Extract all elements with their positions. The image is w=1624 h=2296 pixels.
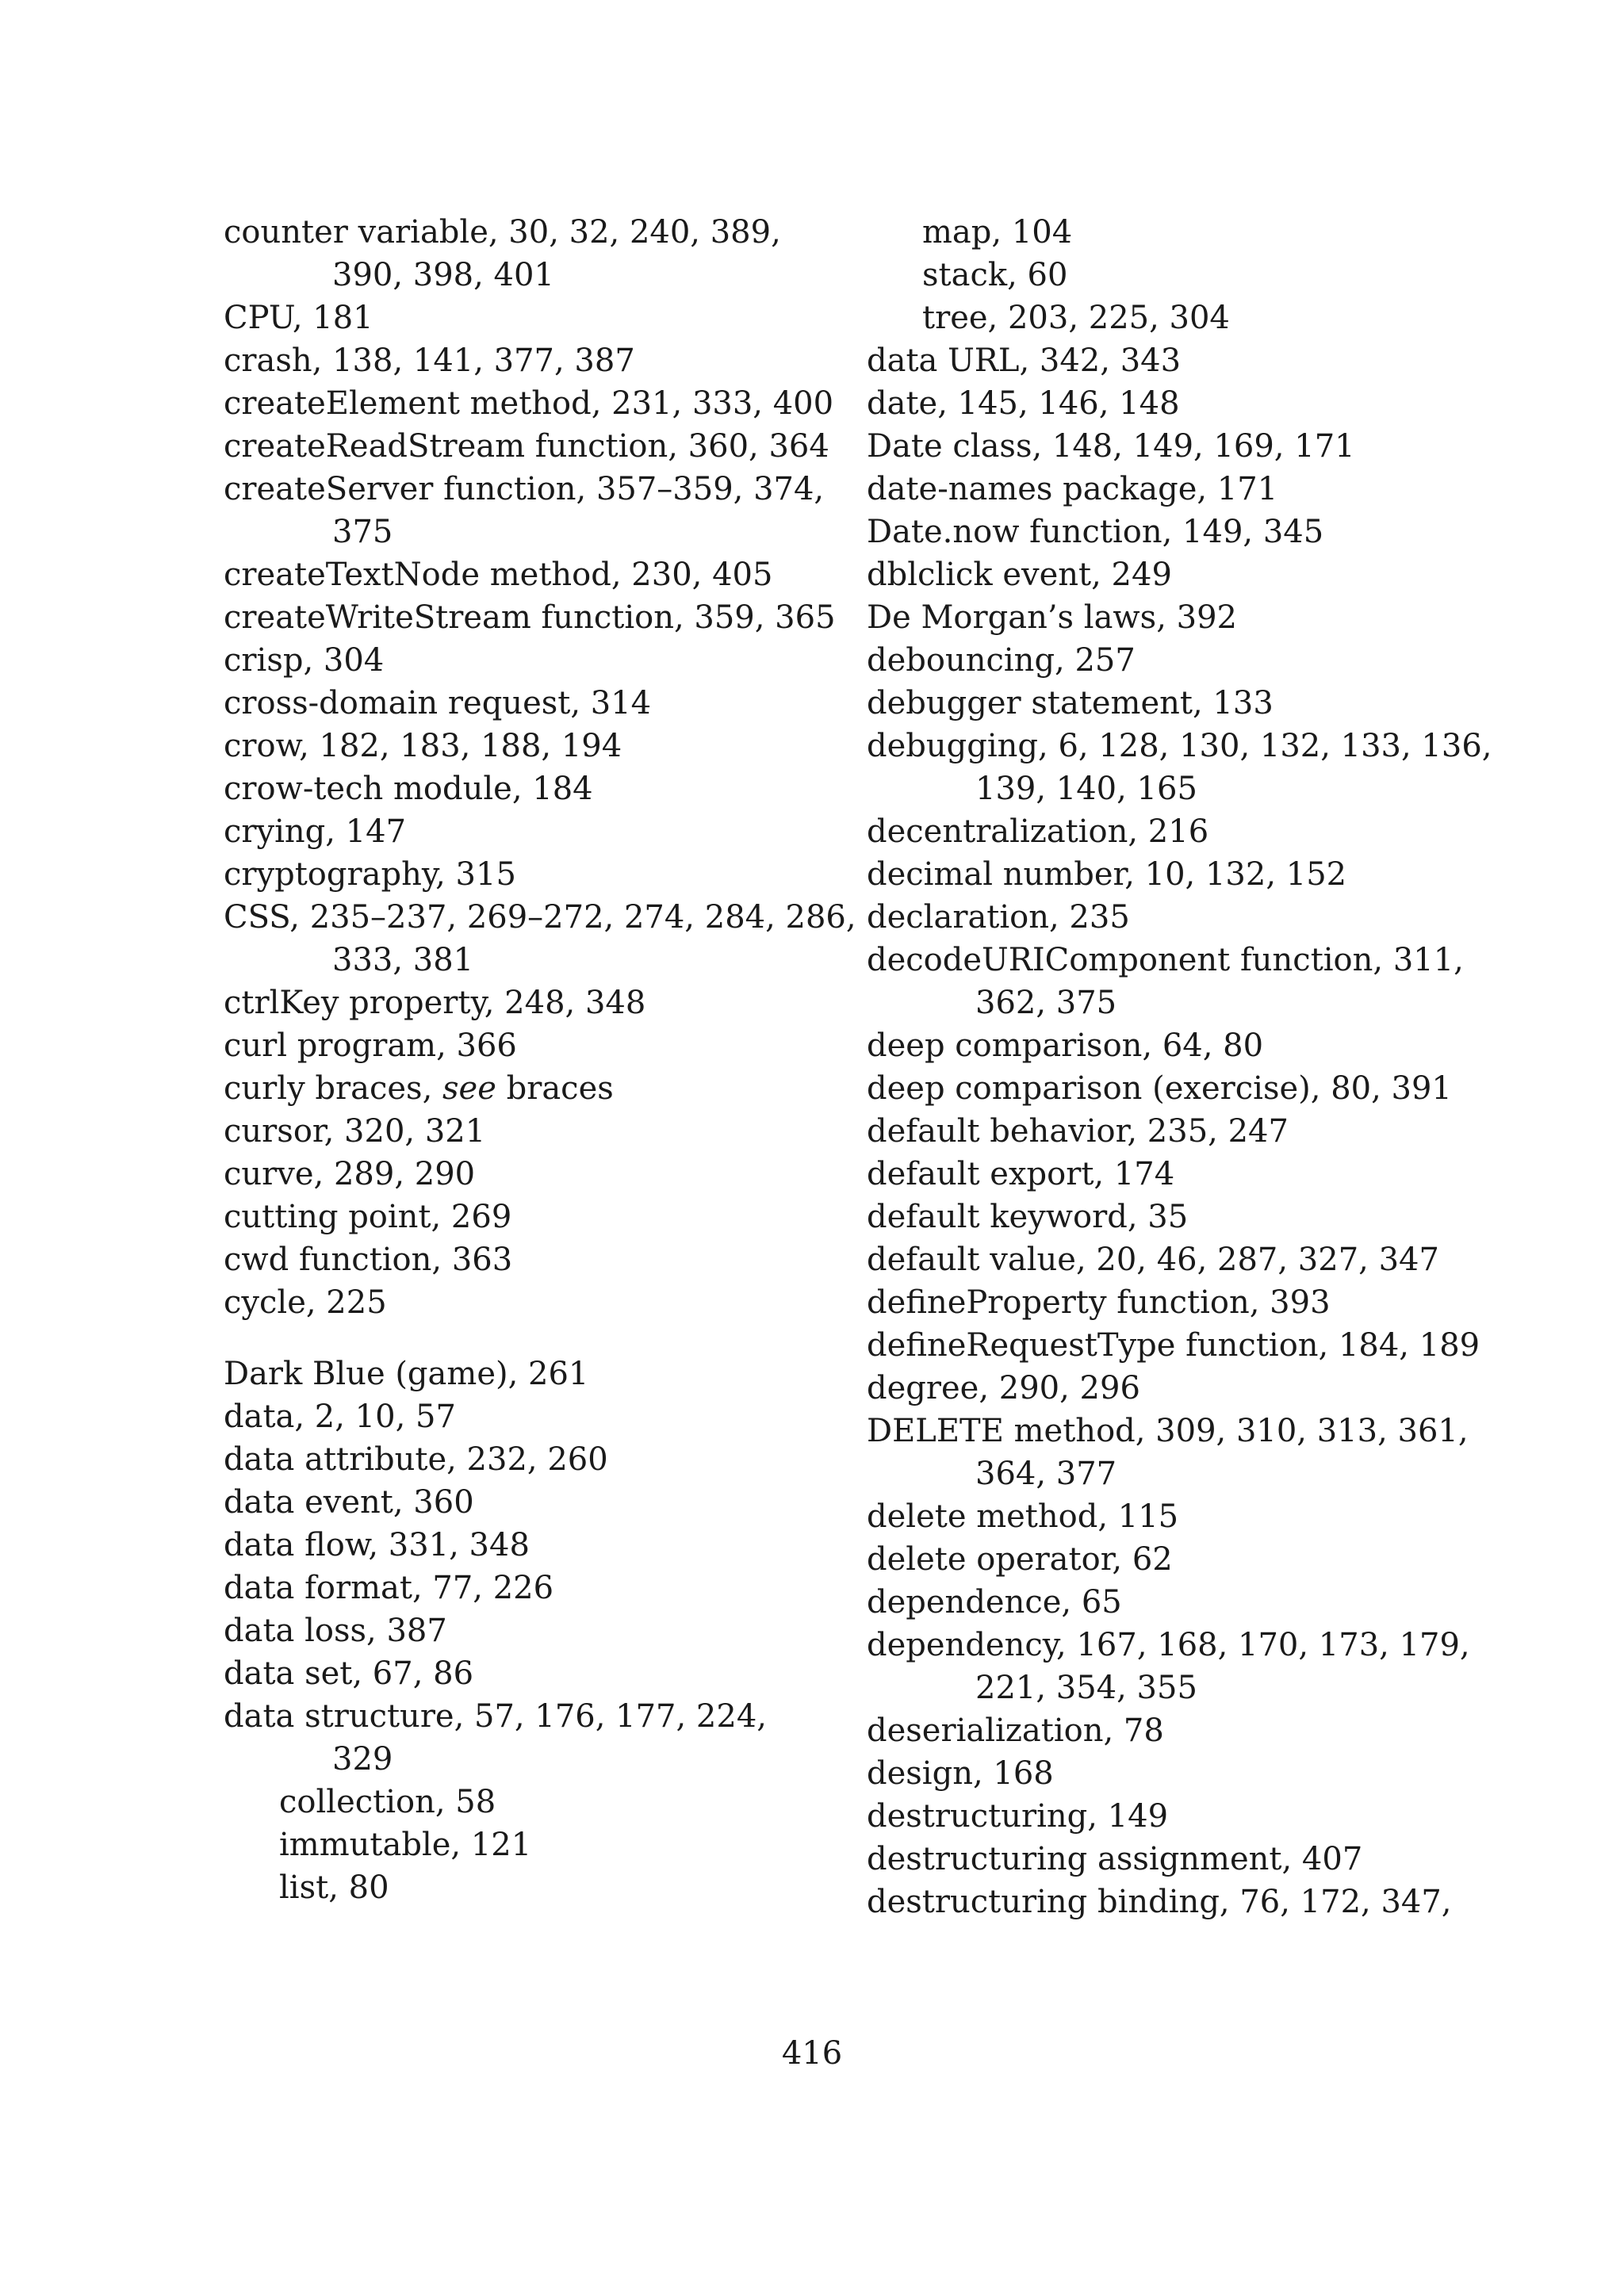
index-entry-continuation: 390, 398, 401 xyxy=(332,257,554,293)
index-entry: crow, 182, 183, 188, 194 xyxy=(224,728,622,764)
index-entry: data, 2, 10, 57 xyxy=(224,1399,456,1435)
index-entry: destructuring binding, 76, 172, 347, xyxy=(867,1884,1452,1920)
index-entry: debugger statement, 133 xyxy=(867,685,1274,721)
index-entry: deep comparison (exercise), 80, 391 xyxy=(867,1070,1452,1107)
index-entry: declaration, 235 xyxy=(867,899,1130,936)
index-entry: date, 145, 146, 148 xyxy=(867,385,1180,422)
index-entry-continuation: 364, 377 xyxy=(975,1456,1117,1492)
index-entry: cwd function, 363 xyxy=(224,1242,513,1278)
index-entry: cryptography, 315 xyxy=(224,856,516,893)
index-entry: defineProperty function, 393 xyxy=(867,1284,1331,1321)
index-entry-continuation: 375 xyxy=(332,514,393,550)
index-entry: data event, 360 xyxy=(224,1484,474,1521)
index-entry: ctrlKey property, 248, 348 xyxy=(224,985,646,1021)
page-number: 416 xyxy=(781,2035,843,2072)
index-entry: data loss, 387 xyxy=(224,1613,447,1649)
index-entry: default behavior, 235, 247 xyxy=(867,1113,1289,1150)
index-entry-continuation: 221, 354, 355 xyxy=(975,1670,1197,1706)
index-entry: design, 168 xyxy=(867,1755,1054,1792)
index-entry: delete method, 115 xyxy=(867,1498,1179,1535)
index-entry: decodeURIComponent function, 311, xyxy=(867,942,1464,978)
index-entry: destructuring assignment, 407 xyxy=(867,1841,1363,1877)
index-entry-continuation: 362, 375 xyxy=(975,985,1117,1021)
index-entry: data format, 77, 226 xyxy=(224,1570,554,1606)
index-entry-continuation: 333, 381 xyxy=(332,942,474,978)
index-entry: defineRequestType function, 184, 189 xyxy=(867,1327,1480,1364)
index-entry: crash, 138, 141, 377, 387 xyxy=(224,342,635,379)
index-entry: curly braces, see braces xyxy=(224,1070,614,1107)
index-entry: cross-domain request, 314 xyxy=(224,685,652,721)
index-entry: destructuring, 149 xyxy=(867,1798,1169,1835)
index-entry: De Morgan’s laws, 392 xyxy=(867,599,1237,636)
index-entry: counter variable, 30, 32, 240, 389, xyxy=(224,214,781,251)
index-entry: Dark Blue (game), 261 xyxy=(224,1356,589,1392)
index-subentry: list, 80 xyxy=(279,1869,389,1906)
index-entry: curve, 289, 290 xyxy=(224,1156,476,1192)
index-entry: createElement method, 231, 333, 400 xyxy=(224,385,834,422)
index-entry: debouncing, 257 xyxy=(867,642,1136,679)
index-column-left xyxy=(224,211,856,1909)
index-subentry: tree, 203, 225, 304 xyxy=(922,300,1230,336)
index-entry: crisp, 304 xyxy=(224,642,385,679)
index-entry: Date.now function, 149, 345 xyxy=(867,514,1324,550)
index-subentry: stack, 60 xyxy=(922,257,1068,293)
index-entry: cursor, 320, 321 xyxy=(224,1113,486,1150)
index-entry: debugging, 6, 128, 130, 132, 133, 136, xyxy=(867,728,1492,764)
index-entry: decentralization, 216 xyxy=(867,813,1209,850)
index-entry: dependency, 167, 168, 170, 173, 179, xyxy=(867,1627,1470,1663)
index-entry: default export, 174 xyxy=(867,1156,1175,1192)
index-entry: curl program, 366 xyxy=(224,1027,517,1064)
index-entry: cycle, 225 xyxy=(224,1284,387,1321)
index-entry: default value, 20, 46, 287, 327, 347 xyxy=(867,1242,1439,1278)
index-subentry: map, 104 xyxy=(922,214,1073,251)
index-entry: data structure, 57, 176, 177, 224, xyxy=(224,1698,767,1735)
index-entry-continuation: 329 xyxy=(332,1741,393,1777)
index-entry: default keyword, 35 xyxy=(867,1199,1189,1235)
index-entry: createServer function, 357–359, 374, xyxy=(224,471,825,507)
index-entry: dependence, 65 xyxy=(867,1584,1122,1621)
index-entry: data attribute, 232, 260 xyxy=(224,1441,608,1478)
index-subentry: immutable, 121 xyxy=(279,1827,532,1863)
index-subentry: collection, 58 xyxy=(279,1784,496,1820)
index-column-right xyxy=(867,211,1492,1923)
index-entry: createTextNode method, 230, 405 xyxy=(224,557,773,593)
index-entry: Date class, 148, 149, 169, 171 xyxy=(867,428,1355,465)
index-entry: cutting point, 269 xyxy=(224,1199,512,1235)
index-entry: deserialization, 78 xyxy=(867,1712,1164,1749)
index-entry: decimal number, 10, 132, 152 xyxy=(867,856,1347,893)
index-entry: DELETE method, 309, 310, 313, 361, xyxy=(867,1413,1469,1449)
index-entry: CPU, 181 xyxy=(224,300,373,336)
index-entry: dblclick event, 249 xyxy=(867,557,1172,593)
index-entry: date-names package, 171 xyxy=(867,471,1278,507)
index-entry: crying, 147 xyxy=(224,813,407,850)
index-entry-continuation: 139, 140, 165 xyxy=(975,771,1197,807)
index-entry: degree, 290, 296 xyxy=(867,1370,1140,1406)
index-entry: CSS, 235–237, 269–272, 274, 284, 286, xyxy=(224,899,856,936)
index-entry: createWriteStream function, 359, 365 xyxy=(224,599,836,636)
index-entry: delete operator, 62 xyxy=(867,1541,1173,1578)
index-entry: createReadStream function, 360, 364 xyxy=(224,428,829,465)
index-entry: deep comparison, 64, 80 xyxy=(867,1027,1264,1064)
index-entry: data flow, 331, 348 xyxy=(224,1527,530,1563)
index-entry: crow-tech module, 184 xyxy=(224,771,593,807)
index-entry: data set, 67, 86 xyxy=(224,1655,474,1692)
index-entry: data URL, 342, 343 xyxy=(867,342,1182,379)
